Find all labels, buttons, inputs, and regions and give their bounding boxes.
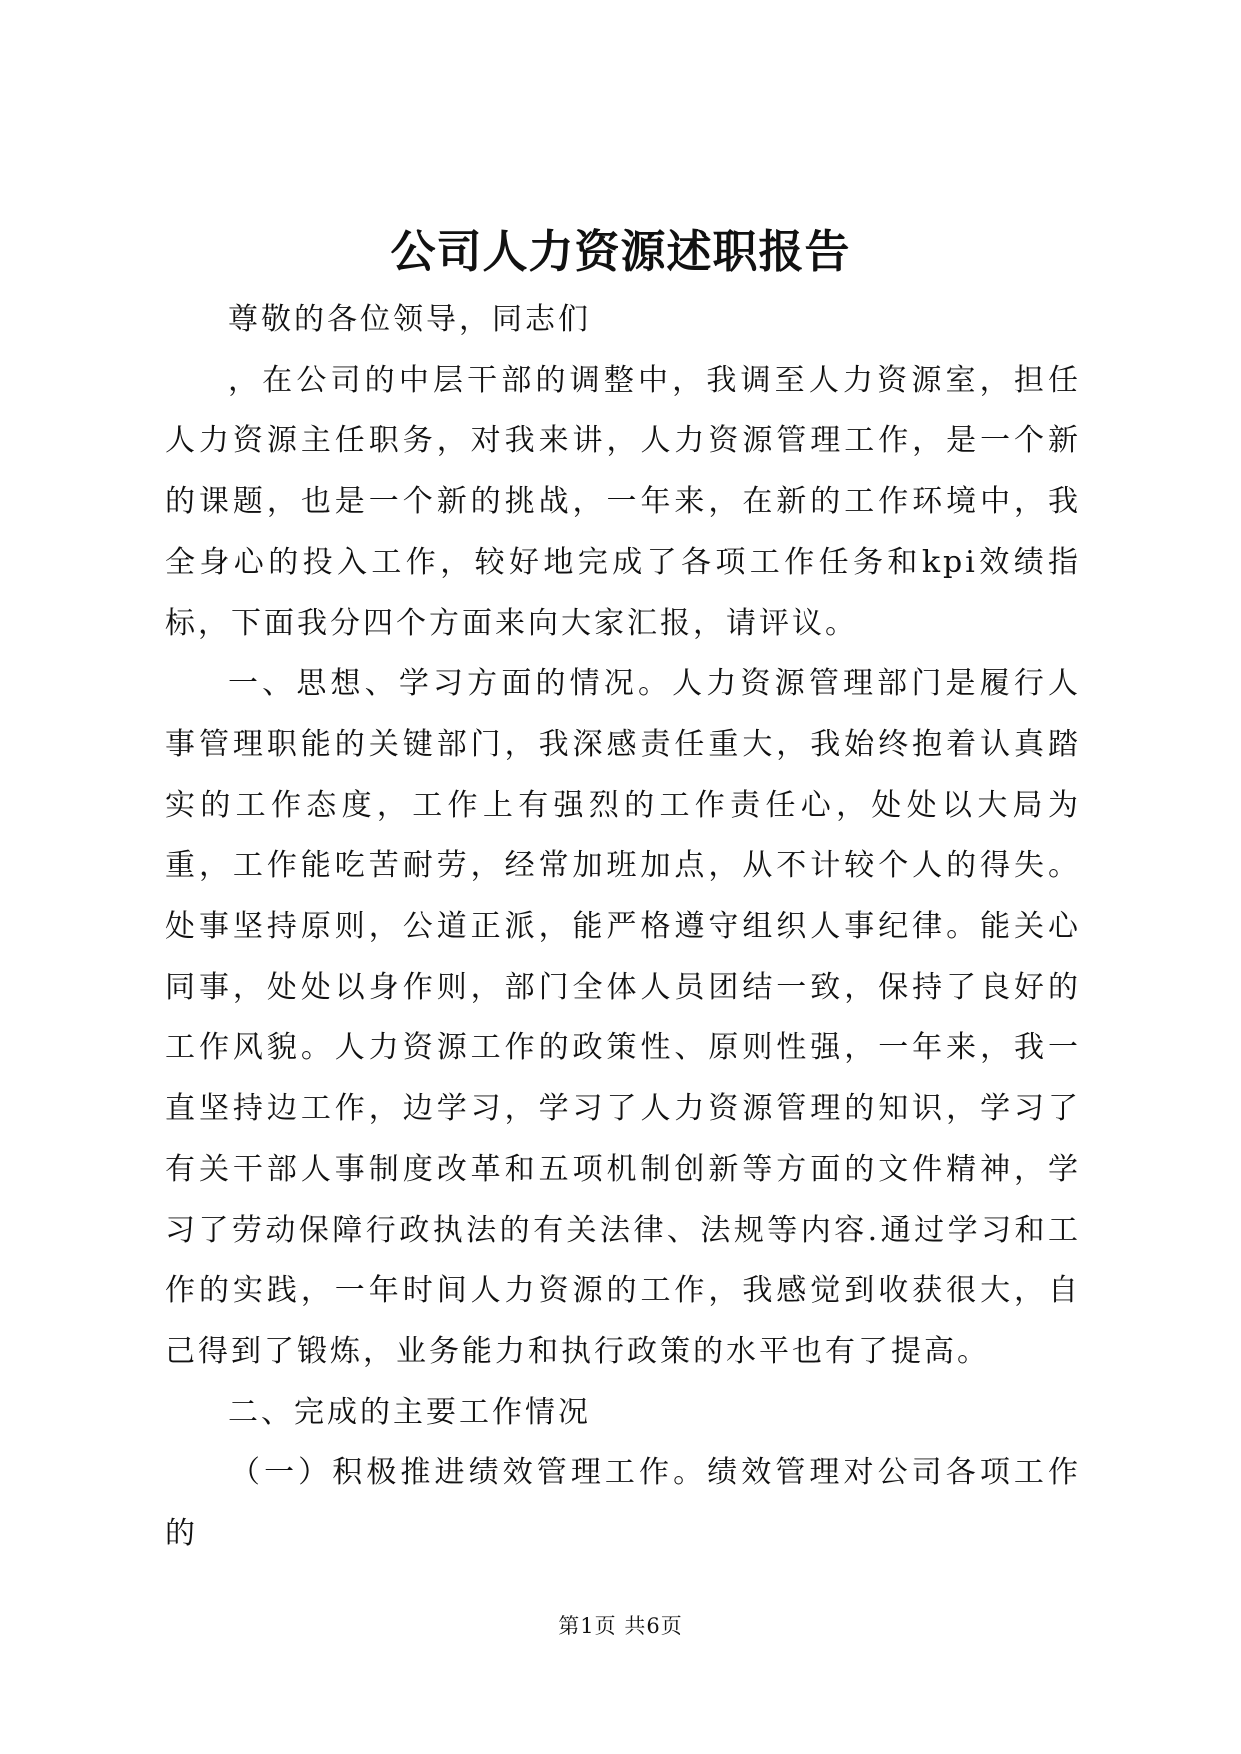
section-one-paragraph: 一、思想、学习方面的情况。人力资源管理部门是履行人事管理职能的关键部门，我深感责任重大，我始终抱着认真踏实的工作态度，工作上有强烈的工作责任心，处处以大局为重，工作能吃苦耐劳，经常加班加点，从不计较个人的得失。处事坚持原则，公道正派，能严格遵守组织人事纪律。能关心同事，处处以身作则，部门全体人员团结一致，保持了良好的工作风貌。人力资源工作的政策性、原则性强，一年来，我一直坚持边工作，边学习，学习了人力资源管理的知识，学习了有关干部人事制度改革和五项机制创新等方面的文件精神，学习了劳动保障行政执法的有关法律、法规等内容.通过学习和工作的实践，一年时间人力资源的工作，我感觉到收获很大，自己得到了锻炼，业务能力和执行政策的水平也有了提高。 [165, 666, 1081, 1369]
intro-paragraph: ，在公司的中层干部的调整中，我调至人力资源室，担任人力资源主任职务，对我来讲，人力资源管理工作，是一个新的课题，也是一个新的挑战，一年来，在新的工作环境中，我全身心的投入工作，较好地完成了各项工作任务和kpi效绩指标，下面我分四个方面来向大家汇报，请评议。 [165, 362, 1081, 641]
subsection-one-paragraph: （一）积极推进绩效管理工作。绩效管理对公司各项工作的 [165, 1455, 1081, 1552]
document-title: 公司人力资源述职报告 [390, 225, 851, 278]
section-two-heading: 二、完成的主要工作情况 [228, 1394, 591, 1430]
page-footer: 第1页 共6页 [558, 1614, 683, 1638]
salutation-paragraph: 尊敬的各位领导，同志们 [228, 302, 591, 337]
document-body [165, 290, 1081, 1565]
